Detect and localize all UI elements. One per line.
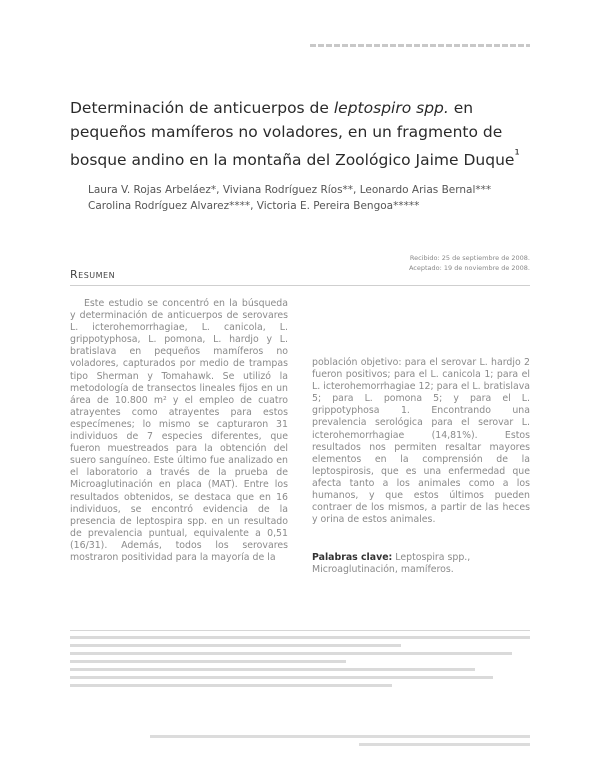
- page-footer-blurred: [150, 735, 530, 751]
- keywords-text: Leptospira spp., Microaglutinación, mamíferos.: [312, 552, 471, 575]
- keywords-label: Palabras clave:: [312, 552, 393, 563]
- footnote-line: [70, 668, 475, 671]
- footnote-line: [70, 652, 512, 655]
- keywords: [312, 552, 530, 576]
- footnote-line: [70, 660, 346, 663]
- footnote-line: [70, 636, 530, 639]
- abstract-heading: Resumen: [70, 268, 116, 281]
- author-line-1: Laura V. Rojas Arbeláez*, Viviana Rodríguez Ríos**, Leonardo Arias Bernal***: [88, 184, 492, 196]
- running-head-blurred: [310, 44, 530, 47]
- author-line-2: Carolina Rodríguez Alvarez****, Victoria E. Pereira Bengoa*****: [88, 200, 420, 212]
- footnote-line: [70, 644, 401, 647]
- accepted-date: Aceptado: 19 de noviembre de 2008.: [408, 264, 530, 272]
- section-rule: [70, 285, 530, 286]
- footnote-line: [70, 676, 493, 679]
- title-part-1: Determinación de anticuerpos de: [70, 99, 334, 118]
- footnote-rule: [70, 630, 530, 631]
- received-dates: [310, 253, 530, 273]
- footer-line: [150, 735, 530, 738]
- abstract-column-2: población objetivo: para el serovar L. hardjo 2 fueron positivos; para el L. canicola 1; para el L. icterohemorrhagiae 12; para el L. bratislava 5; para L. pomona 5; y para el L. grippotyphosa 1. Encontrando una prevalencia serológica para el serovar L. icterohemorrhagiae (14,81%). Estos resultados nos permiten resaltar mayores elementos en la comprensión de la leptospirosis, que es una enfermedad que afecta tanto a los animales como a los humanos, y que estos últimos pueden contraer de los mismos, a partir de las heces y orina de estos animales.: [312, 357, 530, 526]
- title-footnote-mark: ¹: [514, 148, 520, 164]
- article-title: [70, 96, 540, 172]
- received-date: Recibido: 25 de septiembre de 2008.: [409, 254, 530, 262]
- author-list: [88, 182, 538, 214]
- footnote-line: [70, 684, 392, 687]
- title-italic-genus: leptospiro spp.: [333, 99, 449, 118]
- abstract-column-1: Este estudio se concentró en la búsqueda y determinación de anticuerpos de serovares L. icterohemorrhagiae, L. canicola, L. grippotyphosa, L. pomona, L. hardjo y L. bratislava en pequeños mamíferos no voladores, capturados por medio de trampas tipo Sherman y Tomahawk. Se utilizó la metodología de transectos lineales fijos en un área de 10.800 m² y el empleo de cuatro atrayentes como atrayentes para estos especímenes; lo mismo se capturaron 31 individuos de 7 especies diferentes, que fueron muestreados para la obtención del suero sanguíneo. Este último fue analizado en el laboratorio a través de la prueba de Microaglutinación en placa (MAT). Entre los resultados obtenidos, se destaca que en 16 individuos, se encontró evidencia de la presencia de leptospira spp. en un resultado de prevalencia puntual, equivalente a 0,51 (16/31). Además, todos los serovares mostraron positividad para la mayoría de la: [70, 298, 288, 563]
- title-part-2: en pequeños mamíferos no voladores, en un fragmento de bosque andino en la montaña del Zoológico Jaime Duque: [70, 99, 515, 170]
- footer-line: [359, 743, 530, 746]
- footnotes-blurred: [70, 636, 530, 692]
